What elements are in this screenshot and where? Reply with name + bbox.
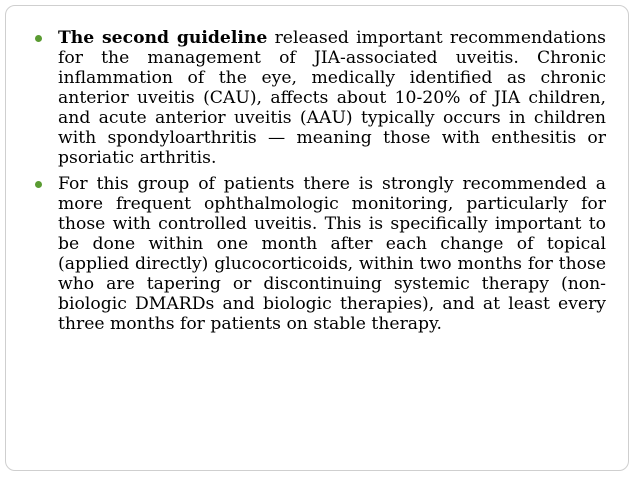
bullet-item-guideline (58, 28, 606, 168)
bullet-body-text: For this group of patients there is strongly recommended a more frequent ophthalmologic monitoring, particularly for those with controlled uveitis. This is specifically important to be done within one month after each change of topical (applied directly) glucocorticoids, within two months for those who are tapering or discontinuing systemic therapy (non-biologic DMARDs and biologic therapies), and at least every three months for patients on stable therapy. (58, 174, 606, 334)
bullet-item-monitoring (58, 174, 606, 334)
slide-frame (5, 5, 629, 471)
bullet-lead-text: The second guideline (58, 28, 268, 48)
bullet-dot-icon (35, 181, 42, 188)
slide-content (58, 28, 606, 340)
bullet-dot-icon (35, 35, 42, 42)
bullet-body-text: released important recommendations for the management of JIA-associated uveitis. Chronic inflammation of the eye, medically identified as chronic anterior uveitis (CAU), affects about 10-20% of JIA children, and acute anterior uveitis (AAU) typically occurs in children with spondyloarthritis — meaning those with enthesitis or psoriatic arthritis. (58, 28, 606, 168)
